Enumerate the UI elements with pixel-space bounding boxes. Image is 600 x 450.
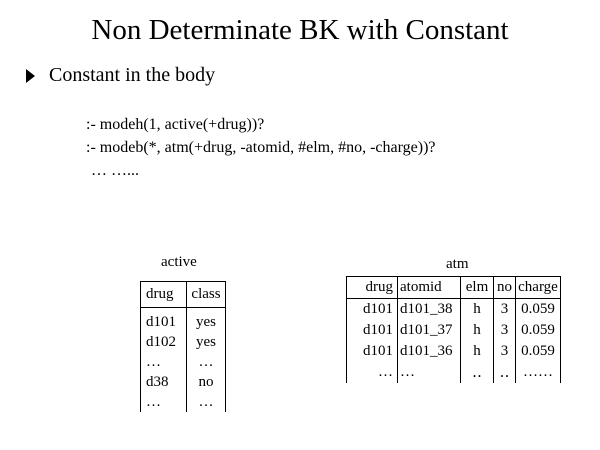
column-header-no: no: [494, 277, 516, 299]
cell-drug: d101: [347, 299, 398, 321]
cell-atomid: d101_36: [398, 341, 461, 362]
table-row: [347, 362, 561, 383]
cell-drug: …: [141, 352, 187, 372]
cell-drug: d101: [347, 320, 398, 341]
cell-elm: h: [461, 299, 494, 321]
table-row: [347, 341, 561, 362]
cell-class: yes: [187, 332, 226, 352]
cell-class: …: [187, 352, 226, 372]
cell-elm: h: [461, 320, 494, 341]
table-row: [141, 392, 226, 412]
cell-drug: …: [141, 392, 187, 412]
cell-drug: …: [347, 362, 398, 383]
column-header-drug: drug: [347, 277, 398, 299]
column-header-elm: elm: [461, 277, 494, 299]
modeh-declaration: :- modeh(1, active(+drug))?: [86, 116, 265, 133]
cell-elm: ‥: [461, 362, 494, 383]
column-header-charge: charge: [516, 277, 561, 299]
cell-drug: d38: [141, 372, 187, 392]
active-table-caption: active: [161, 254, 197, 270]
cell-drug: d101: [141, 308, 187, 333]
code-ellipsis: … …...: [91, 162, 139, 179]
cell-drug: d101: [347, 341, 398, 362]
column-header-drug: drug: [141, 282, 187, 308]
active-table: [140, 281, 226, 412]
table-row: [141, 308, 226, 333]
table-row: [141, 332, 226, 352]
cell-class: no: [187, 372, 226, 392]
cell-drug: d102: [141, 332, 187, 352]
table-row: [347, 299, 561, 321]
cell-charge: ……: [516, 362, 561, 383]
cell-charge: 0.059: [516, 299, 561, 321]
atm-table-caption: atm: [446, 256, 469, 272]
cell-charge: 0.059: [516, 320, 561, 341]
cell-class: yes: [187, 308, 226, 333]
cell-no: ‥: [494, 362, 516, 383]
table-row: [141, 372, 226, 392]
table-header-row: [347, 277, 561, 299]
atm-table: [346, 276, 561, 383]
cell-atomid: d101_37: [398, 320, 461, 341]
cell-atomid: d101_38: [398, 299, 461, 321]
table-row: [141, 352, 226, 372]
cell-no: 3: [494, 299, 516, 321]
table-header-row: [141, 282, 226, 308]
bullet-arrow-icon: [26, 69, 35, 83]
cell-charge: 0.059: [516, 341, 561, 362]
cell-no: 3: [494, 341, 516, 362]
cell-no: 3: [494, 320, 516, 341]
cell-atomid: …: [398, 362, 461, 383]
column-header-class: class: [187, 282, 226, 308]
mode-declarations: [86, 113, 436, 182]
cell-class: …: [187, 392, 226, 412]
slide-title: Non Determinate BK with Constant: [91, 14, 509, 46]
bullet-text: Constant in the body: [49, 64, 216, 86]
table-row: [347, 320, 561, 341]
cell-elm: h: [461, 341, 494, 362]
modeb-declaration: :- modeb(*, atm(+drug, -atomid, #elm, #no, -charge))?: [86, 139, 436, 156]
column-header-atomid: atomid: [398, 277, 461, 299]
